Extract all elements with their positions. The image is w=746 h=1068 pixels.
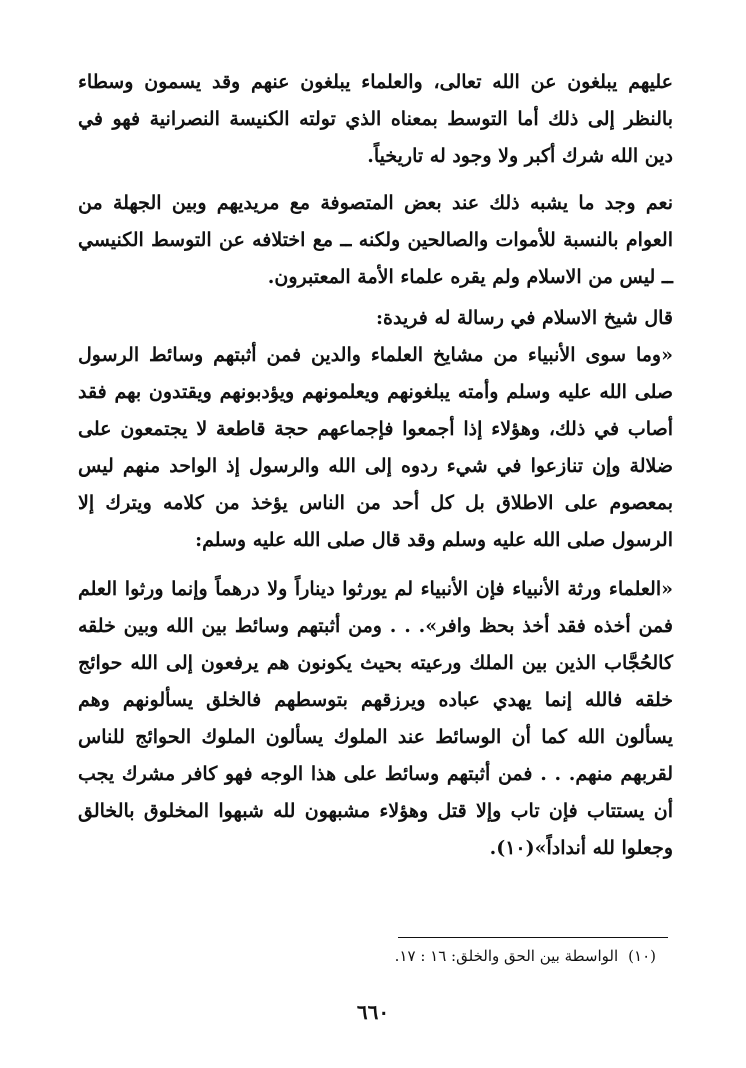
quoted-paragraph: «وما سوى الأنبياء من مشايخ العلماء والدين فمن أثبتهم وسائط الرسول صلى الله عليه وسلم وأمته يبلغونهم ويعلمونهم ويؤدبونهم ويقتدون بهم فقد أصاب في ذلك، وهؤلاء إذا أجمعوا فإجماعهم حجة قاطعة لا يجتمعون على ضلالة وإن تنازعوا في شيء ردوه إلى الله والرسول إذ الواحد منهم ليس بمعصوم على الاطلاق بل كل أحد من الناس يؤخذ من كلامه ويترك إلا الرسول صلى الله عليه وسلم وقد قال صلى الله عليه وسلم: (78, 344, 673, 551)
paragraph: عليهم يبلغون عن الله تعالى، والعلماء يبلغون عنهم وقد يسمون وسطاء بالنظر إلى ذلك أما التوسط بمعناه الذي تولته الكنيسة النصرانية فهو في دين الله شرك أكبر ولا وجود له تاريخياً. (78, 71, 673, 167)
quoted-paragraph: «العلماء ورثة الأنبياء فإن الأنبياء لم يورثوا ديناراً ولا درهماً وإنما ورثوا العلم فمن أخذه فقد أخذ بحظ وافر». . . ومن أثبتهم وسائط بين الله وبين خلقه كالحُجَّاب الذين بين الملك ورعيته بحيث يكونون هم يرفعون إلى الله حوائج خلقه فالله إنما يهدي عباده ويرزقهم بتوسطهم فالخلق يسألونهم وهم يسألون الله كما أن الوسائط عند الملوك يسألون الملوك الحوائج للناس لقربهم منهم. . . فمن أثبتهم وسائط على هذا الوجه فهو كافر مشرك يجب أن يستتاب فإن تاب وإلا قتل وهؤلاء مشبهون لله شبهوا المخلوق بالخالق وجعلوا لله أنداداً»(١٠). (78, 578, 673, 859)
footnote (395, 944, 656, 968)
footnote-divider (398, 937, 668, 938)
quote-intro: قال شيخ الاسلام في رسالة له فريدة: (376, 307, 673, 329)
paragraph: نعم وجد ما يشبه ذلك عند بعض المتصوفة مع مريديهم وبين الجهلة من العوام بالنسبة للأموات والصالحين ولكنه ــ مع اختلافه عن التوسط الكنيسي ــ ليس من الاسلام ولم يقره علماء الأمة المعتبرون. (78, 192, 673, 288)
footnote-text: الواسطة بين الحق والخلق: ١٦ : ١٧. (394, 947, 619, 965)
main-text (78, 64, 673, 924)
footnote-number: (١٠) (628, 947, 656, 965)
page-number: ٦٦٠ (356, 1000, 390, 1024)
